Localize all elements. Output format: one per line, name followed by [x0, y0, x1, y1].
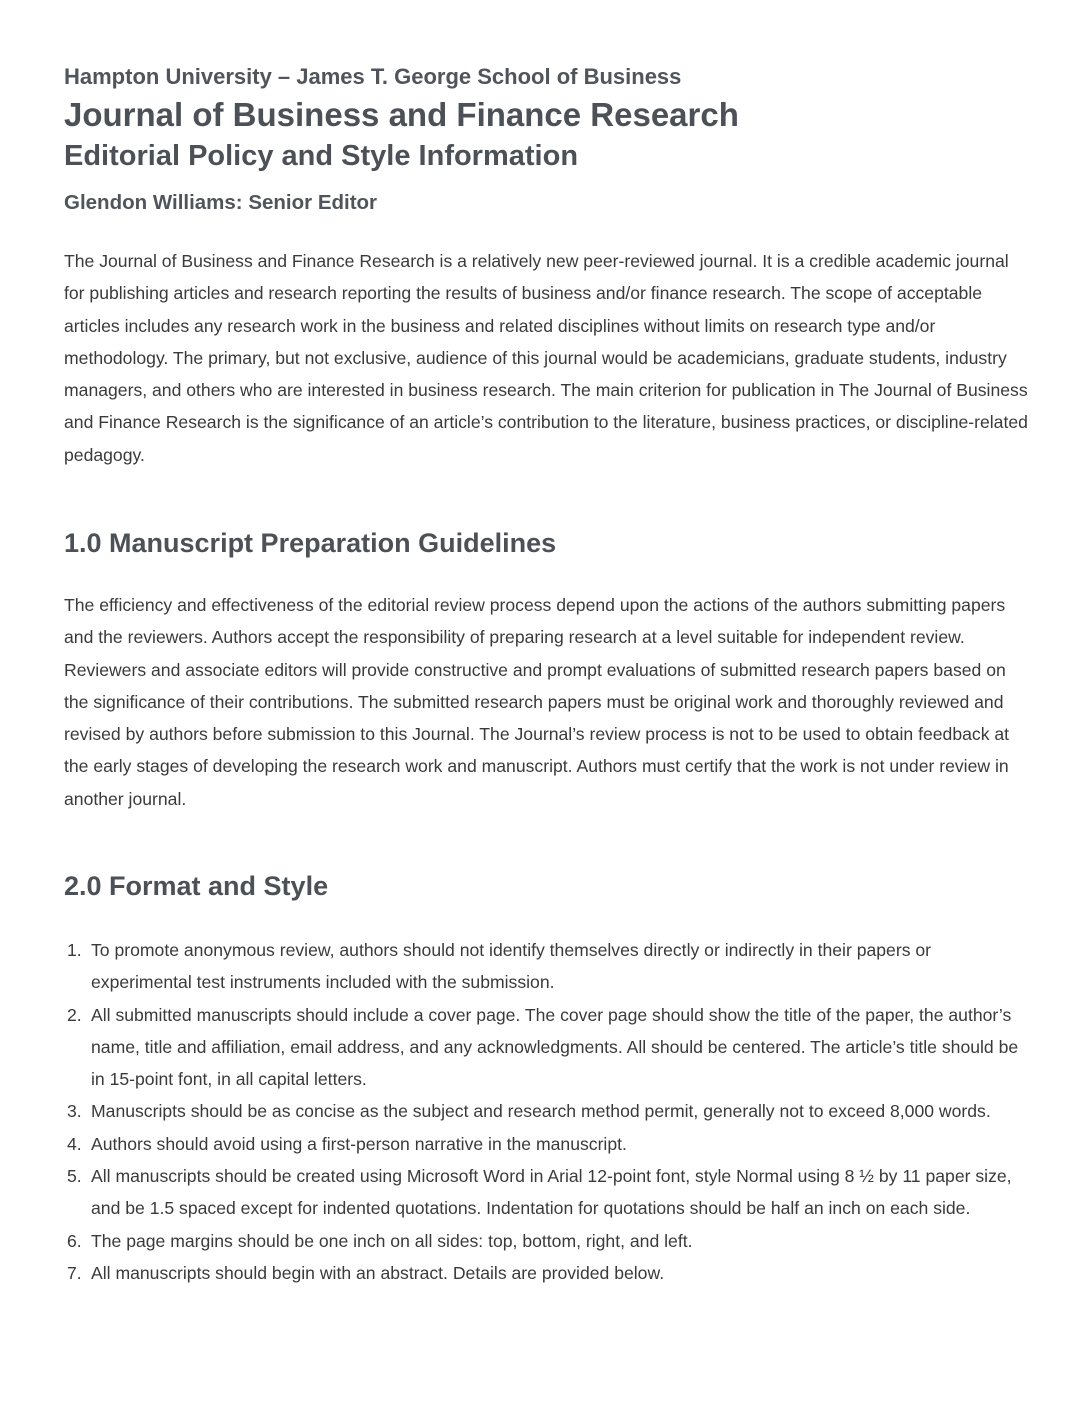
list-item [64, 1257, 1030, 1289]
list-number: 6. [67, 1230, 82, 1251]
list-text: All manuscripts should be created using Microsoft Word in Arial 12-point font, style Normal using 8 ½ by 11 paper size, and be 1.5 spaced except for indented quotations. Indentation for quotations should be half an inch on each side. [91, 1166, 1012, 1219]
list-item [64, 1160, 1030, 1225]
list-number: 7. [67, 1262, 82, 1283]
list-number: 3. [67, 1101, 82, 1122]
list-text: All submitted manuscripts should include a cover page. The cover page should show the title of the paper, the author’s name, title and affiliation, email address, and any acknowledgments. All should be centered. The article’s title should be in 15-point font, in all capital letters. [91, 1004, 1019, 1090]
list-item [64, 1225, 1030, 1257]
list-item [64, 934, 1030, 999]
list-text: All manuscripts should begin with an abstract. Details are provided below. [91, 1262, 665, 1283]
list-text: Manuscripts should be as concise as the subject and research method permit, generally not to exceed 8,000 words. [91, 1101, 991, 1122]
list-number: 1. [67, 940, 82, 960]
list-item [64, 1128, 1030, 1160]
intro-paragraph: The Journal of Business and Finance Research is a relatively new peer-reviewed journal. It is a credible academic journal for publishing articles and research reporting the results of business and/or finance research. The scope of acceptable articles includes any research work in the business and related disciplines without limits on research type and/or methodology. The primary, but not exclusive, audience of this journal would be academicians, graduate students, industry managers, and others who are interested in business research. The main criterion for publication in The Journal of Business and Finance Research is the significance of an article’s contribution to the literature, business practices, or discipline-related pedagogy. [64, 251, 1028, 465]
list-number: 5. [67, 1166, 82, 1187]
list-number: 4. [67, 1133, 82, 1154]
list-text: Authors should avoid using a first-person narrative in the manuscript. [91, 1133, 627, 1154]
list-text: To promote anonymous review, authors should not identify themselves directly or indirectly in their papers or experimental test instruments included with the submission. [91, 940, 932, 993]
university-heading: Hampton University – James T. George School of Business [64, 64, 682, 89]
section-2-heading: 2.0 Format and Style [64, 871, 329, 901]
editor-line: Glendon Williams: Senior Editor [64, 191, 378, 214]
format-style-list [64, 934, 1030, 1289]
section-1-heading: 1.0 Manuscript Preparation Guidelines [64, 528, 557, 558]
list-number: 2. [67, 1004, 82, 1025]
list-item [64, 999, 1030, 1096]
document-subtitle: Editorial Policy and Style Information [64, 140, 579, 172]
list-item [64, 1095, 1030, 1127]
journal-title: Journal of Business and Finance Research [64, 96, 739, 133]
list-text: The page margins should be one inch on all sides: top, bottom, right, and left. [91, 1230, 693, 1251]
section-1-paragraph: The efficiency and effectiveness of the editorial review process depend upon the actions of the authors submitting papers and the reviewers. Authors accept the responsibility of preparing research at a level suitable for independent review. Reviewers and associate editors will provide constructive and prompt evaluations of submitted research papers based on the significance of their contributions. The submitted research papers must be original work and thoroughly reviewed and revised by authors before submission to this Journal. The Journal’s review process is not to be used to obtain feedback at the early stages of developing the research work and manuscript. Authors must certify that the work is not under review in another journal. [64, 595, 1010, 809]
